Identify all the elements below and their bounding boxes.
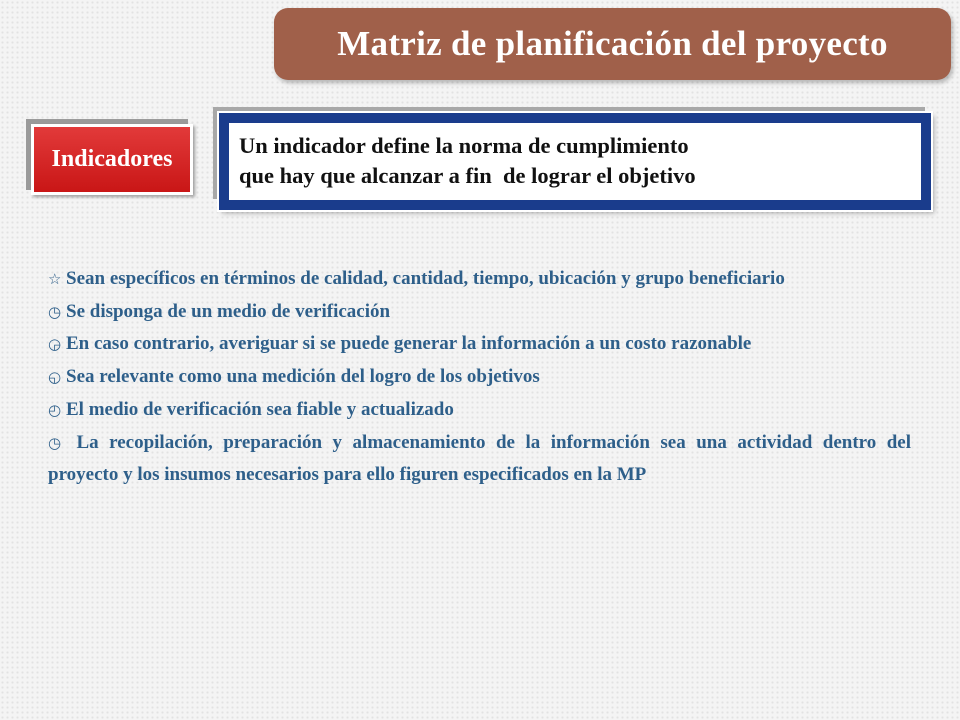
title-banner	[274, 8, 951, 80]
clock-bullet-icon: ◷	[48, 302, 62, 321]
definition-line-2: que hay que alcanzar a fin de lograr el objetivo	[239, 163, 696, 188]
criteria-item	[48, 427, 911, 492]
criteria-text: En caso contrario, averiguar si se puede generar la información a un costo razonable	[66, 333, 752, 355]
criteria-item	[48, 328, 911, 361]
criteria-item	[48, 263, 911, 296]
criteria-item	[48, 394, 911, 427]
page-title: Matriz de planificación del proyecto	[337, 24, 888, 63]
section-label: Indicadores	[51, 146, 173, 172]
criteria-text: Sea relevante como una medición del logro de los objetivos	[66, 366, 540, 388]
definition-line-1: Un indicador define la norma de cumplimiento	[239, 133, 689, 158]
criteria-text: Sean específicos en términos de calidad, cantidad, tiempo, ubicación y grupo beneficiario	[66, 268, 785, 289]
clock-bullet-icon: ◵	[48, 368, 62, 387]
clock-bullet-icon: ◷	[48, 433, 62, 452]
criteria-item	[48, 361, 911, 394]
star-bullet-icon: ☆	[48, 270, 62, 288]
criteria-item	[48, 296, 911, 329]
clock-bullet-icon: ◴	[48, 400, 62, 419]
definition-box	[219, 113, 931, 210]
criteria-text: Se disponga de un medio de verificación	[66, 300, 391, 322]
section-label-box	[31, 124, 193, 195]
criteria-list	[48, 263, 911, 492]
clock-bullet-icon: ◶	[48, 335, 62, 354]
criteria-text: La recopilación, preparación y almacenamiento de la información sea una actividad dentro del proyecto y los insumos necesarios para ello figuren especificados en la MP	[48, 431, 911, 486]
criteria-text: El medio de verificación sea fiable y actualizado	[66, 398, 454, 420]
